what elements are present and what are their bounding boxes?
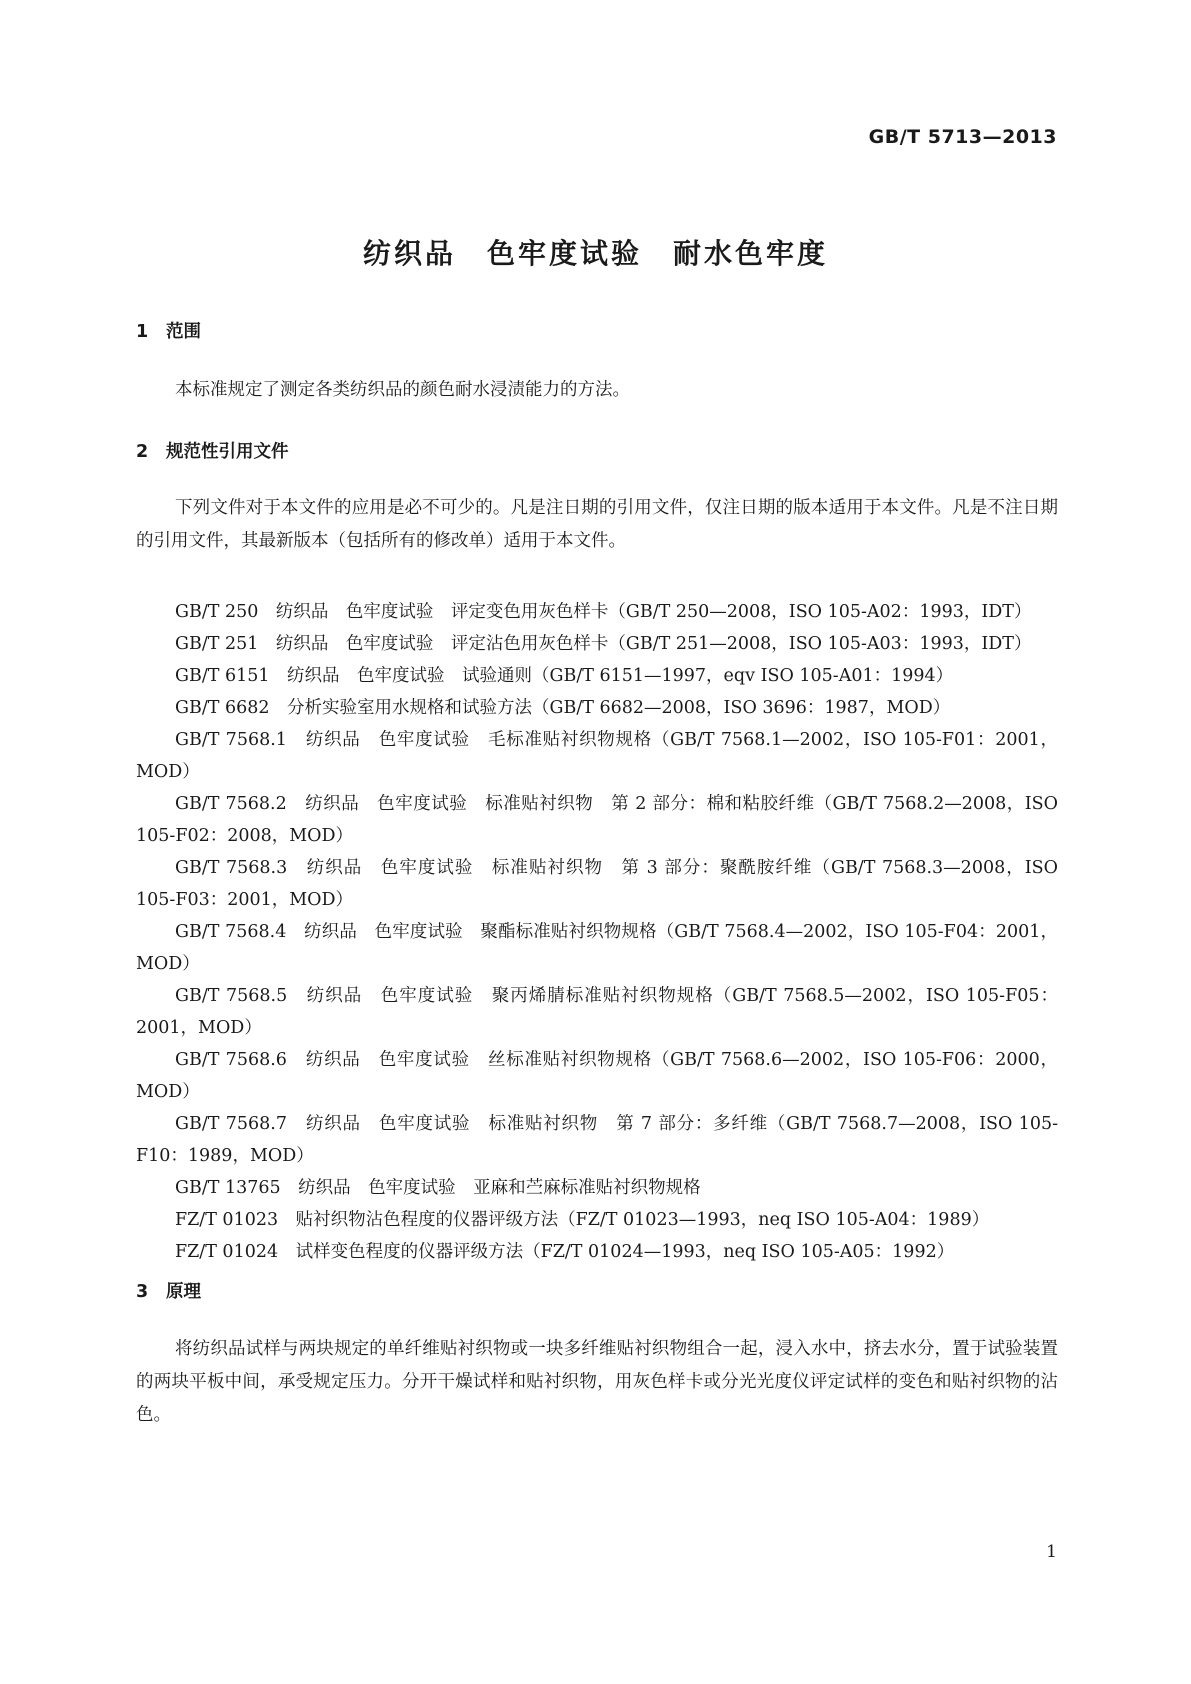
reference-item — [136, 596, 1058, 628]
reference-title: 纺织品 色牢度试验 评定变色用灰色样卡（GB/T 250—2008，ISO 105-A02：1993，IDT） — [275, 602, 1032, 622]
reference-code: FZ/T 01023 — [175, 1210, 279, 1230]
section-number: 1 — [136, 322, 149, 342]
reference-code: GB/T 251 — [175, 634, 259, 654]
reference-title: 纺织品 色牢度试验 标准贴衬织物 第 2 部分：棉和粘胶纤维（GB/T 7568.2—2008，ISO 105-F02：2008，MOD） — [136, 794, 1059, 846]
page-number: 1 — [1046, 1542, 1057, 1562]
reference-title: 纺织品 色牢度试验 标准贴衬织物 第 3 部分：聚酰胺纤维（GB/T 7568.3—2008，ISO 105-F03：2001，MOD） — [136, 858, 1058, 910]
document-title: 纺织品 色牢度试验 耐水色牢度 — [362, 237, 828, 270]
reference-code: GB/T 13765 — [175, 1178, 281, 1198]
reference-code: GB/T 7568.3 — [175, 858, 288, 878]
reference-title: 贴衬织物沾色程度的仪器评级方法（FZ/T 01023—1993，neq ISO 105-A04：1989） — [295, 1210, 990, 1230]
section-heading-normative-references — [136, 438, 289, 463]
reference-code: GB/T 6151 — [175, 666, 270, 686]
reference-title: 纺织品 色牢度试验 评定沾色用灰色样卡（GB/T 251—2008，ISO 105-A03：1993，IDT） — [275, 634, 1032, 654]
reference-title: 纺织品 色牢度试验 试验通则（GB/T 6151—1997，eqv ISO 105-A01：1994） — [287, 666, 954, 686]
reference-item — [136, 980, 1058, 1044]
reference-item — [136, 788, 1058, 852]
scope-paragraph: 本标准规定了测定各类纺织品的颜色耐水浸渍能力的方法。 — [175, 380, 630, 400]
reference-code: GB/T 7568.4 — [175, 922, 287, 942]
standard-number: GB/T 5713—2013 — [868, 126, 1057, 148]
reference-title: 纺织品 色牢度试验 聚酯标准贴衬织物规格（GB/T 7568.4—2002，ISO 105-F04：2001，MOD） — [136, 922, 1059, 974]
reference-item — [136, 1044, 1058, 1108]
reference-code: GB/T 7568.1 — [175, 730, 287, 750]
section-number: 3 — [136, 1282, 149, 1302]
reference-code: GB/T 250 — [175, 602, 259, 622]
reference-item — [136, 1172, 1058, 1204]
reference-item — [136, 1204, 1058, 1236]
reference-title: 纺织品 色牢度试验 标准贴衬织物 第 7 部分：多纤维（GB/T 7568.7—2008，ISO 105-F10：1989，MOD） — [136, 1114, 1059, 1166]
section-heading-principle — [136, 1278, 201, 1303]
reference-item — [136, 660, 1058, 692]
reference-item — [136, 628, 1058, 660]
reference-item — [136, 1236, 1058, 1268]
reference-title: 纺织品 色牢度试验 亚麻和苎麻标准贴衬织物规格 — [298, 1178, 701, 1198]
reference-title: 试样变色程度的仪器评级方法（FZ/T 01024—1993，neq ISO 105-A05：1992） — [295, 1242, 955, 1262]
reference-code: GB/T 7568.6 — [175, 1050, 287, 1070]
reference-title: 纺织品 色牢度试验 丝标准贴衬织物规格（GB/T 7568.6—2002，ISO 105-F06：2000，MOD） — [136, 1050, 1058, 1102]
reference-item — [136, 916, 1058, 980]
reference-code: GB/T 7568.5 — [175, 986, 288, 1006]
reference-code: GB/T 7568.2 — [175, 794, 287, 814]
reference-list — [136, 596, 1058, 1268]
reference-code: GB/T 7568.7 — [175, 1114, 287, 1134]
reference-title: 分析实验室用水规格和试验方法（GB/T 6682—2008，ISO 3696：1987，MOD） — [287, 698, 951, 718]
reference-title: 纺织品 色牢度试验 毛标准贴衬织物规格（GB/T 7568.1—2002，ISO 105-F01：2001，MOD） — [136, 730, 1058, 782]
normative-references-paragraph: 下列文件对于本文件的应用是必不可少的。凡是注日期的引用文件，仅注日期的版本适用于本文件。凡是不注日期的引用文件，其最新版本（包括所有的修改单）适用于本文件。 — [136, 498, 1058, 551]
section-title: 原理 — [166, 1282, 201, 1302]
principle-paragraph: 将纺织品试样与两块规定的单纤维贴衬织物或一块多纤维贴衬织物组合一起，浸入水中，挤去水分，置于试验装置的两块平板中间，承受规定压力。分开干燥试样和贴衬织物，用灰色样卡或分光光度仪评定试样的变色和贴衬织物的沾色。 — [136, 1339, 1058, 1425]
reference-item — [136, 852, 1058, 916]
section-title: 规范性引用文件 — [166, 442, 289, 462]
reference-title: 纺织品 色牢度试验 聚丙烯腈标准贴衬织物规格（GB/T 7568.5—2002，ISO 105-F05：2001，MOD） — [136, 986, 1058, 1038]
reference-item — [136, 724, 1058, 788]
reference-item — [136, 692, 1058, 724]
section-title: 范围 — [166, 322, 201, 342]
reference-code: FZ/T 01024 — [175, 1242, 279, 1262]
section-number: 2 — [136, 442, 149, 462]
reference-item — [136, 1108, 1058, 1172]
reference-code: GB/T 6682 — [175, 698, 270, 718]
section-heading-scope — [136, 318, 201, 343]
